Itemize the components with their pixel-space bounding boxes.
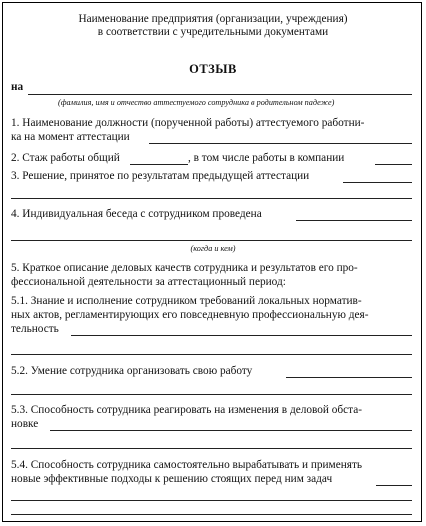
item-5-1-line-3: тельность — [11, 323, 59, 335]
total-experience-field[interactable] — [130, 164, 188, 165]
recipient-note: (фамилия, имя и отчество аттестуемого сотрудника в родительном падеже) — [58, 98, 335, 107]
na-label: на — [11, 81, 24, 93]
item-5-3-line-2: новке — [11, 418, 39, 430]
position-field[interactable] — [149, 143, 412, 144]
adaptability-field[interactable] — [50, 430, 412, 431]
adaptability-field-2[interactable] — [11, 448, 412, 449]
header-line-2: в соответствии с учредительными документами — [97, 26, 329, 38]
item-5-line-2: фессиональной деятельности за аттестационный период: — [11, 276, 286, 288]
approaches-field-2[interactable] — [11, 500, 412, 501]
organization-field-2[interactable] — [11, 394, 412, 395]
organization-field[interactable] — [286, 377, 412, 378]
regulations-field-2[interactable] — [11, 354, 412, 355]
previous-decision-field-2[interactable] — [11, 198, 412, 199]
form-title: ОТЗЫВ — [189, 62, 237, 76]
item-2-part-2: , в том числе работы в компании — [188, 152, 345, 164]
item-1-line-2: ка на момент аттестации — [11, 131, 130, 143]
item-5-4-line-2: новые эффективные подходы к решению стоящих перед ним задач — [11, 473, 333, 485]
item-5-line-1: 5. Краткое описание деловых качеств сотрудника и результатов его про- — [11, 262, 358, 274]
item-4: 4. Индивидуальная беседа с сотрудником проведена — [11, 208, 262, 220]
item-5-1-line-1: 5.1. Знание и исполнение сотрудником требований локальных норматив- — [11, 295, 362, 307]
item-5-1-line-2: ных актов, регламентирующих его повседневную профессиональную дея- — [11, 309, 369, 321]
company-experience-field[interactable] — [375, 164, 412, 165]
item-5-3-line-1: 5.3. Способность сотрудника реагировать на изменения в деловой обста- — [11, 404, 363, 416]
approaches-field[interactable] — [376, 485, 412, 486]
item-1-line-1: 1. Наименование должности (порученной работы) аттестуемого работни- — [11, 117, 365, 129]
interview-field[interactable] — [296, 220, 412, 221]
item-2-part-1: 2. Стаж работы общий — [11, 152, 120, 164]
interview-note: (когда и кем) — [190, 244, 236, 253]
item-5-4-line-1: 5.4. Способность сотрудника самостоятельно вырабатывать и применять — [11, 459, 363, 471]
item-3: 3. Решение, принятое по результатам предыдущей аттестации — [11, 170, 310, 182]
interview-field-2[interactable] — [11, 240, 412, 241]
recipient-name-field[interactable] — [28, 94, 412, 95]
regulations-field[interactable] — [71, 335, 412, 336]
header-line-1: Наименование предприятия (организации, учреждения) — [78, 13, 348, 25]
item-5-2: 5.2. Умение сотрудника организовать свою работу — [11, 365, 253, 377]
previous-decision-field[interactable] — [343, 182, 412, 183]
approaches-field-3[interactable] — [11, 514, 412, 515]
